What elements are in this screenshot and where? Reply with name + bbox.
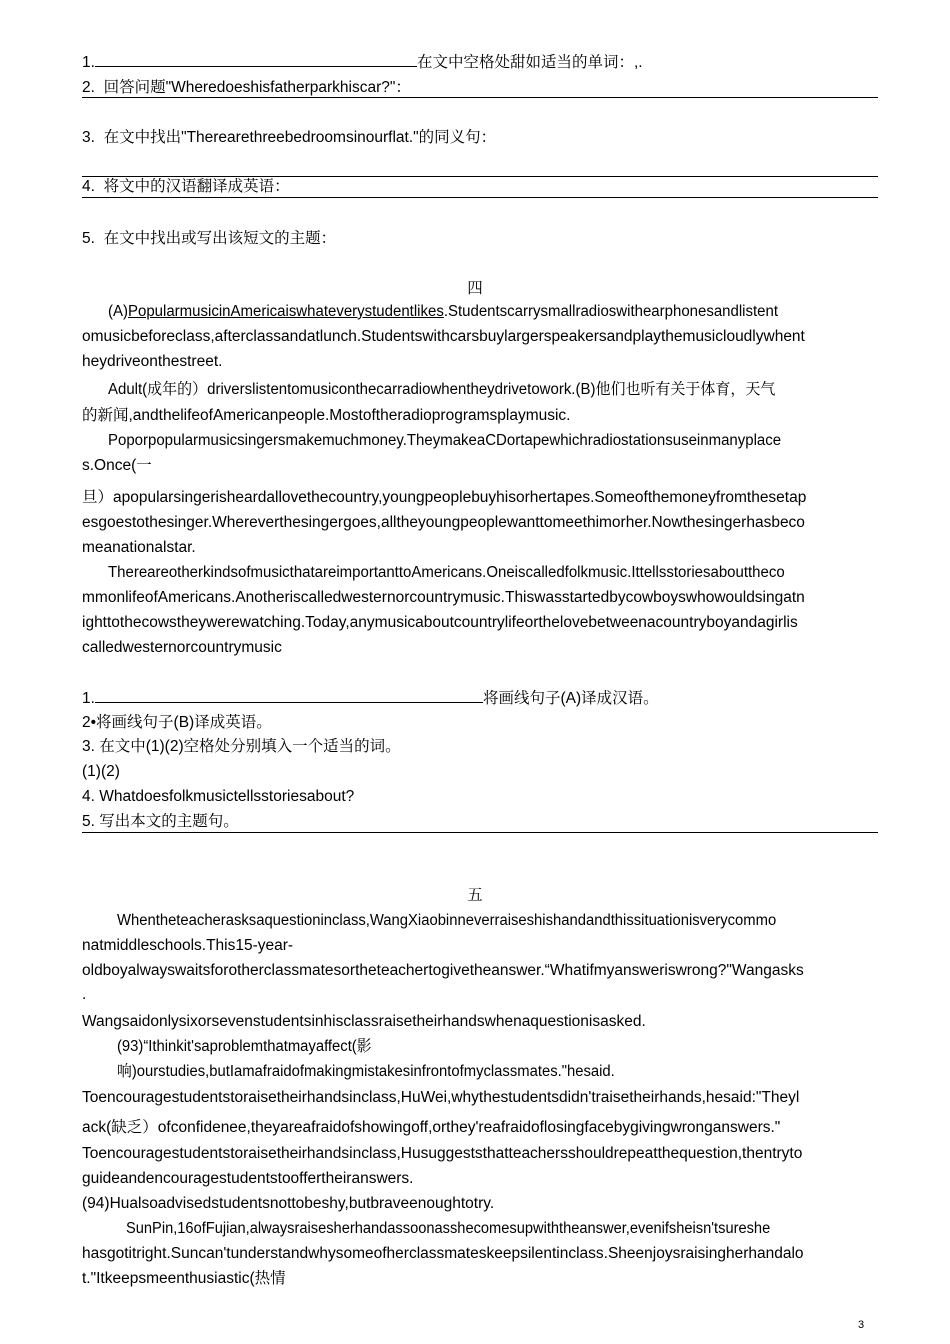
s4-p3-line4: esgoestothesinger.Whereverthesingergoes,alltheyoungpeoplewanttomeethimorher.Nowthesingerhasbeco (82, 514, 805, 531)
s4-question-1-text: 将画线句子(A)译成汉语。 (482, 690, 659, 707)
s4-question-2: 2•将画线句子(B)译成英语。 (82, 714, 272, 731)
s4-p2-line2: 的新闻,andthelifeofAmericanpeople.Mostoftheradioprogramsplaymusic. (82, 407, 571, 424)
s4-p4-line4: calledwesternorcountrymusic (82, 639, 282, 656)
s4-question-1-number: 1. (82, 690, 95, 707)
s5-line-12: (94)Hualsoadvisedstudentsnottobeshy,butbraveenoughtotry. (82, 1195, 495, 1212)
q3-item-1-text: 在文中空格处甜如适当的单词：,. (416, 54, 643, 71)
s5-line-7: 响)ourstudies,butIamafraidofmakingmistakesinfrontofmyclassmates."hesaid. (117, 1063, 615, 1080)
s4-p3-line2: s.Once(一 (82, 457, 152, 474)
s5-line-15: t."Itkeepsmeenthusiastic(热情 (82, 1270, 286, 1287)
section-heading-5: 五 (467, 887, 483, 904)
q3-item-2-number: 2. (82, 79, 95, 96)
s4-p3-line5: meanationalstar. (82, 539, 196, 556)
s5-line-11: guideandencouragestudentstooffertheiranswers. (82, 1170, 414, 1187)
s4-question-3: 3. 在文中(1)(2)空格处分别填入一个适当的词。 (82, 738, 401, 755)
s5-line-4: . (82, 986, 87, 1003)
q3-item-5-number: 5. (82, 230, 95, 247)
s5-line-10: Toencouragestudentstoraisetheirhandsinclass,Husuggeststhatteachersshouldrepeatthequestion,thentryto (82, 1145, 803, 1162)
answer-blank[interactable] (95, 688, 483, 703)
underlined-sentence-a: PopularmusicinAmericaiswhateverystudentlikes (127, 303, 444, 320)
q3-item-4-text: 将文中的汉语翻译成英语： (103, 178, 290, 195)
s4-question-1 (82, 688, 878, 709)
s4-p1-line1 (108, 302, 878, 322)
q3-item-1 (82, 52, 878, 73)
s4-question-5: 5. 写出本文的主题句。 (82, 812, 878, 833)
page-number: 3 (858, 1319, 865, 1331)
q3-item-2 (82, 78, 878, 98)
q3-item-3-number: 3. (82, 129, 95, 146)
q3-item-3 (82, 128, 878, 148)
s5-line-1: Whentheteacherasksaquestioninclass,WangXiaobinneverraiseshishandandthissituationisverycommo (117, 912, 777, 929)
q3-item-1-number: 1. (82, 54, 95, 71)
s4-question-4: 4. Whatdoesfolkmusictellsstoriesabout? (82, 788, 355, 805)
q3-item-2-text: 回答问题"Wheredoeshisfatherparkhiscar?"： (103, 79, 411, 96)
s4-p1-line3: heydriveonthestreet. (82, 353, 223, 370)
q3-item-5 (82, 229, 878, 249)
q3-item-3-text: 在文中找出"Therearethreebedroomsinourflat."的同义句： (103, 129, 497, 146)
label-a: (A) (108, 303, 128, 320)
s5-line-6: (93)“Ithinkit'saproblemthatmayaffect(影 (117, 1038, 372, 1055)
s5-line-5: Wangsaidonlysixorsevenstudentsinhisclassraisetheirhandswhenaquestionisasked. (82, 1013, 646, 1030)
s4-question-3-blanks: (1)(2) (82, 763, 120, 780)
s5-line-13: SunPin,16ofFujian,alwaysraisesherhandassoonasshecomesupwiththeanswer,evenifsheisn'tsureshe (126, 1220, 771, 1237)
s4-p1-line2: omusicbeforeclass,afterclassandatlunch.Studentswithcarsbuylargerspeakersandplaythemusicloudlywhent (82, 328, 805, 345)
s5-line-9: ack(缺乏）ofconfidenee,theyareafraidofshowingoff,orthey'reafraidoflosingfacebygivingwronganswers." (82, 1119, 781, 1136)
s5-line-8: Toencouragestudentstoraisetheirhandsinclass,HuWei,whythestudentsdidn'traisetheirhands,hesaid:"Theyl (82, 1089, 800, 1106)
s4-p3-line3: 旦）apopularsingerisheardallovethecountry,youngpeoplebuyhisorhertapes.Someofthemoneyfromthesetap (82, 489, 807, 506)
s4-p2-line1: Adult(成年的）driverslistentomusiconthecarradiowhentheydrivetowork.(B)他们也听有关于体育，天气 (108, 381, 776, 398)
s4-p1-line1-rest: .Studentscarrysmallradioswithearphonesandlistent (443, 303, 779, 320)
q3-item-4-number: 4. (82, 178, 95, 195)
s4-p4-line1: ThereareotherkindsofmusicthatareimportanttoAmericans.Oneiscalledfolkmusic.Ittellsstoriesaboutthecо (108, 564, 785, 581)
s5-line-2: natmiddleschools.This15-year- (82, 937, 294, 954)
q3-item-4 (82, 177, 878, 198)
s5-line-3: oldboyalwayswaitsforotherclassmatesortheteachertogivetheanswer.“Whatifmyansweriswrong?"Wangasks (82, 962, 804, 979)
s4-p4-line3: ighttothecowstheywerewatching.Today,anymusicaboutcountrylifeorthelovebetweenacountryboyandagirlis (82, 614, 798, 631)
section-heading-4: 四 (467, 280, 483, 297)
q3-item-5-text: 在文中找出或写出该短文的主题： (103, 230, 337, 247)
s4-p4-line2: mmonlifeofAmericans.Anotheriscalledwesternorcountrymusic.Thiswasstartedbycowboyswhowouldsingatn (82, 589, 805, 606)
s4-p3-line1: Poporpopularmusicsingersmakemuchmoney.TheymakeaCDortapewhichradiostationsuseinmanyplace (108, 432, 782, 449)
s5-line-14: hasgotitright.Suncan'tunderstandwhysomeofherclassmateskeepsilentinclass.Sheenjoysraisingherhandalo (82, 1245, 804, 1262)
answer-blank[interactable] (95, 52, 417, 67)
